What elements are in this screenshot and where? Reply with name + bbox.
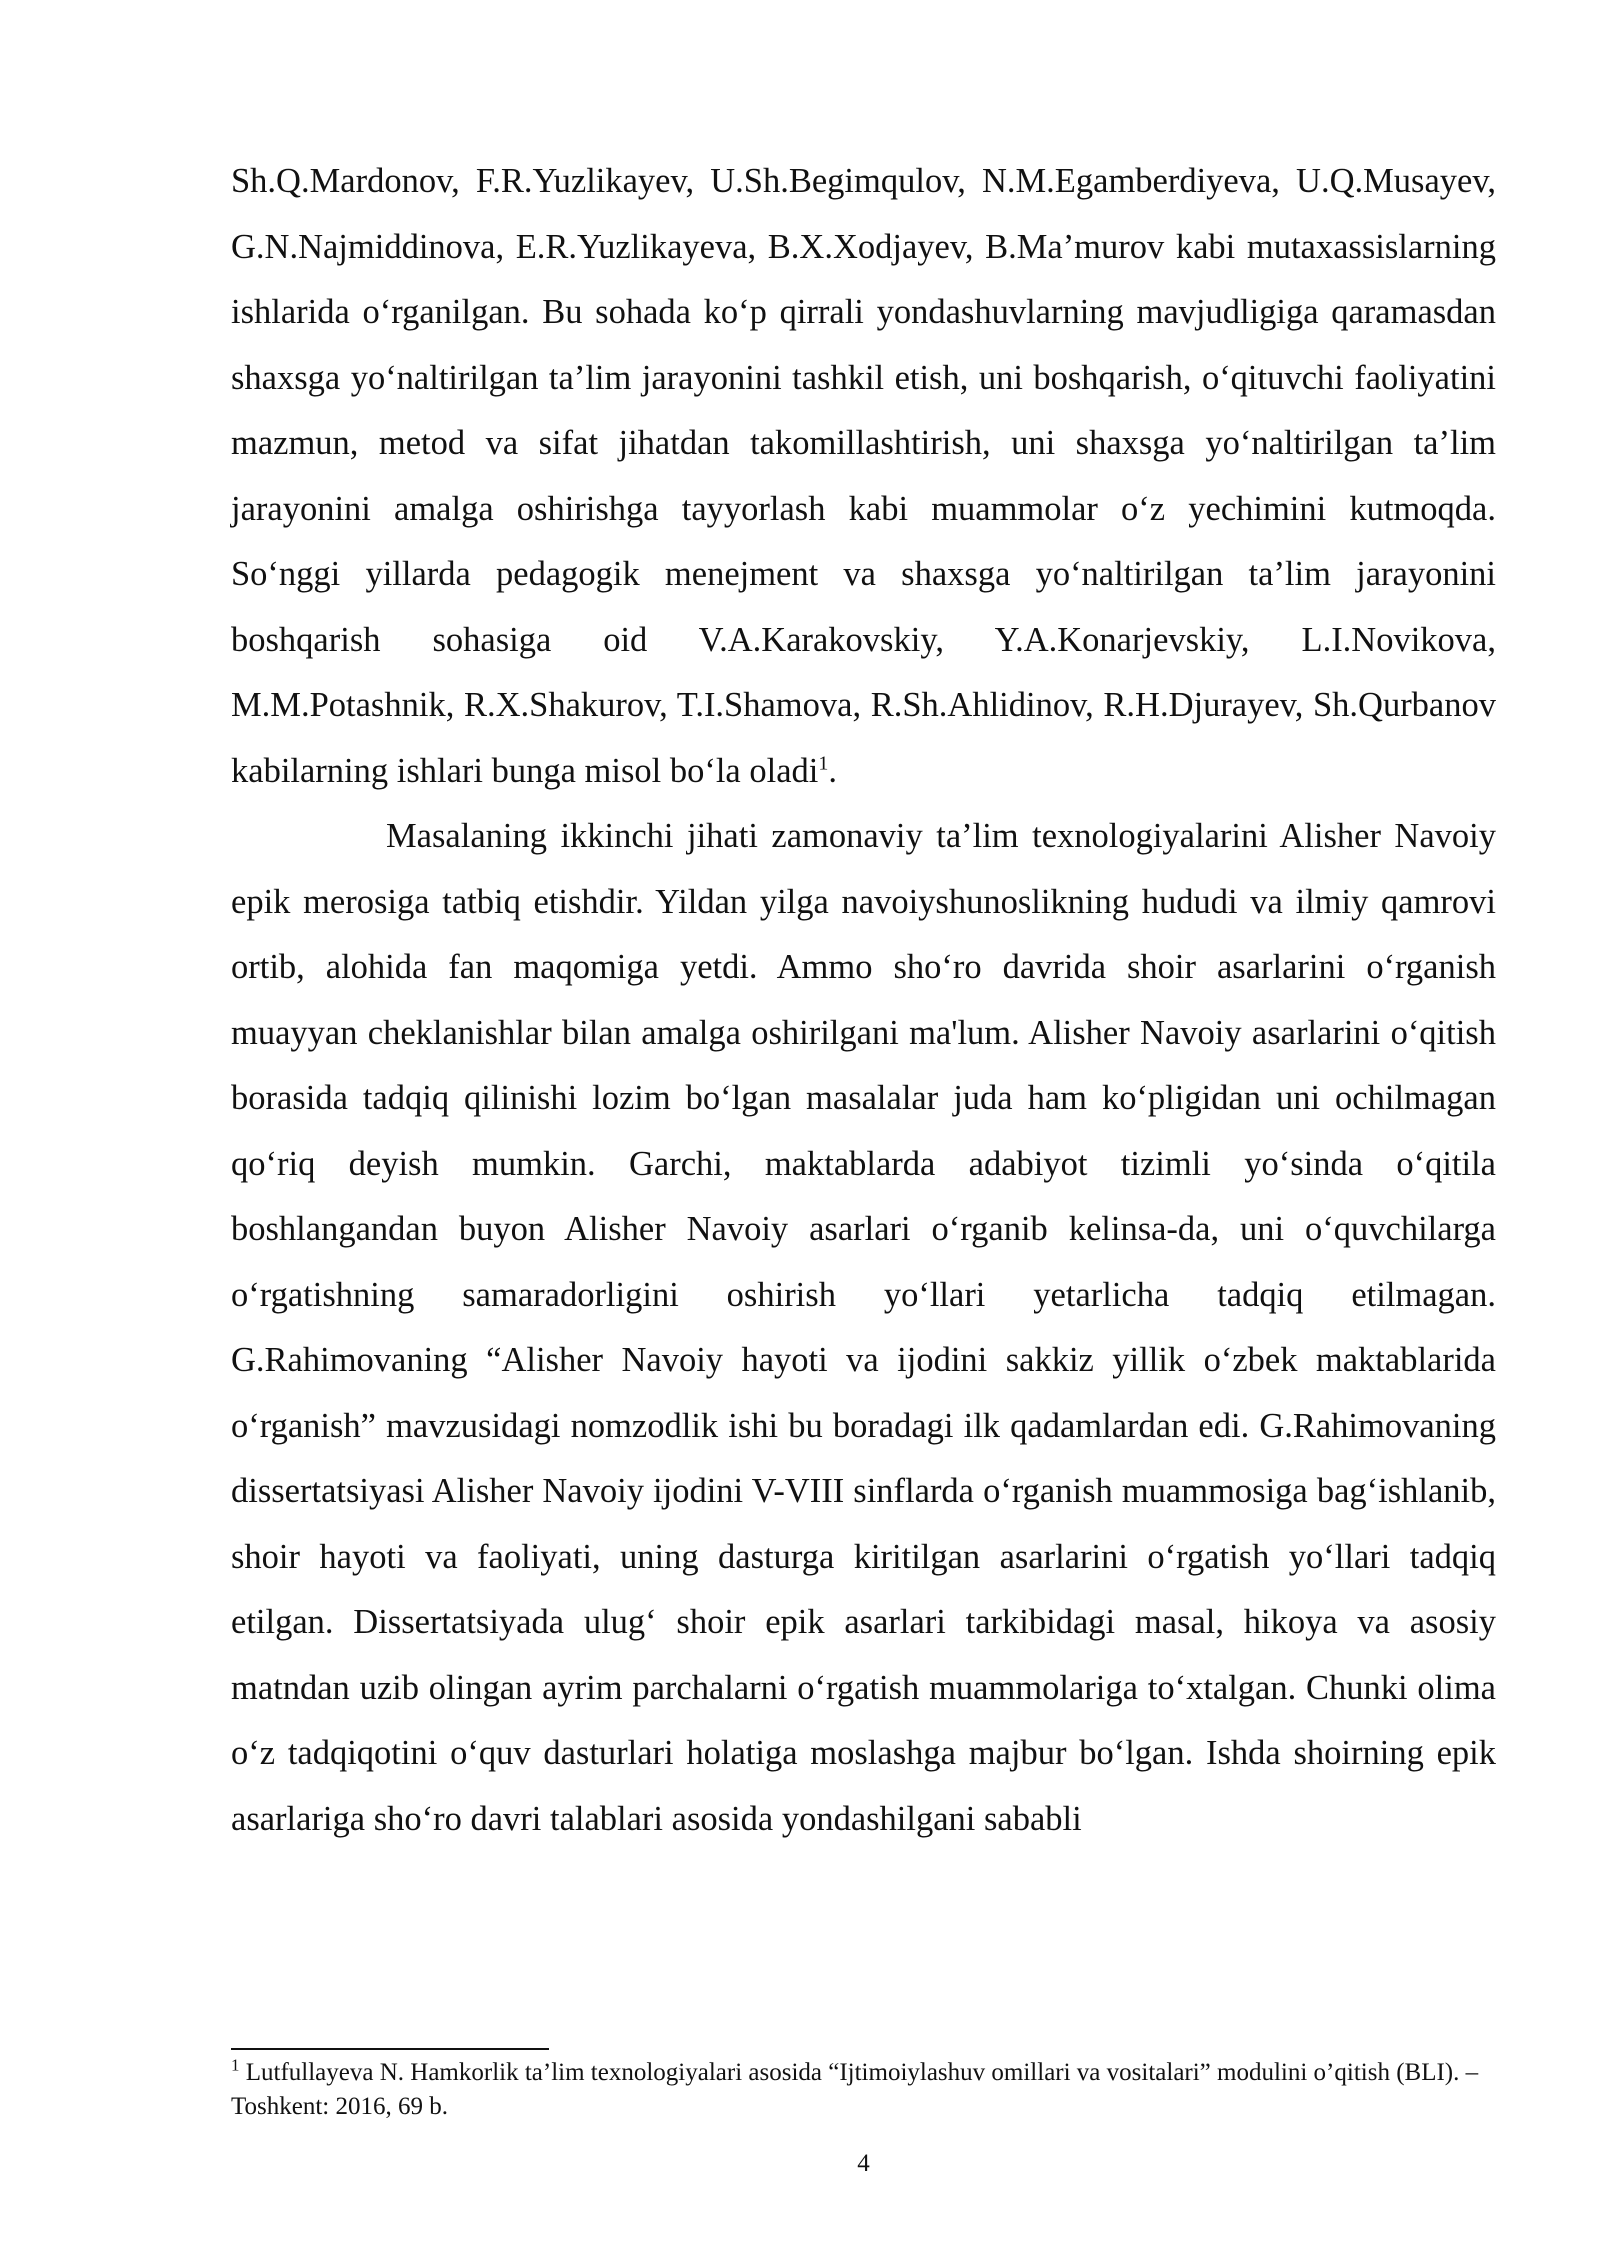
- footnote-separator: [231, 2048, 549, 2050]
- paragraph-1: [231, 149, 1496, 804]
- paragraph-1-tail: .: [828, 751, 837, 790]
- body-text: [231, 149, 1496, 1852]
- footnote-number: 1: [231, 2055, 240, 2075]
- footnote-reference[interactable]: 1: [818, 752, 829, 774]
- footnote: [231, 2056, 1496, 2124]
- paragraph-2: [231, 804, 1496, 1852]
- footnote-text: Lutfullayeva N. Hamkorlik ta’lim texnologiyalari asosida “Ijtimoiylashuv omillari va vositalari” modulini o’qitish (BLI). – Toshkent: 2016, 69 b.: [231, 2059, 1479, 2120]
- page-number: 4: [857, 2150, 870, 2177]
- paragraph-2-text: Masalaning ikkinchi jihati zamonaviy ta’lim texnologiyalarini Alisher Navoiy epik merosiga tatbiq etishdir. Yildan yilga navoiyshunoslikning hududi va ilmiy qamrovi ortib, alohida fan maqomiga yetdi. Ammo sho‘ro davrida shoir asarlarini o‘rganish muayyan cheklanishlar bilan amalga oshirilgani ma'lum. Alisher Navoiy asarlarini o‘qitish borasida tadqiq qilinishi lozim bo‘lgan masalalar juda ham ko‘pligidan uni ochilmagan qo‘riq deyish mumkin. Garchi, maktablarda adabiyot tizimli yo‘sinda o‘qitila boshlangandan buyon Alisher Navoiy asarlari o‘rganib kelinsa-da, uni o‘quvchilarga o‘rgatishning samaradorligini oshirish yo‘llari yetarlicha tadqiq etilmagan. G.Rahimovaning “Alisher Navoiy hayoti va ijodini sakkiz yillik o‘zbek maktablarida o‘rganish” mavzusidagi nomzodlik ishi bu boradagi ilk qadamlardan edi. G.Rahimovaning dissertatsiyasi Alisher Navoiy ijodini V-VIII sinflarda o‘rganish muammosiga bag‘ishlanib, shoir hayoti va faoliyati, uning dasturga kiritilgan asarlarini o‘rgatish yo‘llari tadqiq etilgan. Dissertatsiyada ulug‘ shoir epik asarlari tarkibidagi masal, hikoya va asosiy matndan uzib olingan ayrim parchalarni o‘rgatish muammolariga to‘xtalgan. Chunki olima o‘z tadqiqotini o‘quv dasturlari holatiga moslashga majbur bo‘lgan. Ishda shoirning epik asarlariga sho‘ro davri talablari asosida yondashilgani sababli: [231, 817, 1496, 1838]
- paragraph-1-text: Sh.Q.Mardonov, F.R.Yuzlikayev, U.Sh.Begimqulov, N.M.Egamberdiyeva, U.Q.Musayev, G.N.Najmiddinova, E.R.Yuzlikayeva, B.X.Xodjayev, B.Ma’murov kabi mutaxassislarning ishlarida o‘rganilgan. Bu sohada ko‘p qirrali yondashuvlarning mavjudligiga qaramasdan shaxsga yo‘naltirilgan ta’lim jarayonini tashkil etish, uni boshqarish, o‘qituvchi faoliyatini mazmun, metod va sifat jihatdan takomillashtirish, uni shaxsga yo‘naltirilgan ta’lim jarayonini amalga oshirishga tayyorlash kabi muammolar o‘z yechimini kutmoqda. So‘nggi yillarda pedagogik menejment va shaxsga yo‘naltirilgan ta’lim jarayonini boshqarish sohasiga oid V.A.Karakovskiy, Y.A.Konarjevskiy, L.I.Novikova, M.M.Potashnik, R.X.Shakurov, T.I.Shamova, R.Sh.Ahlidinov, R.H.Djurayev, Sh.Qurbanov kabilarning ishlari bunga misol bo‘la oladi: [231, 162, 1496, 790]
